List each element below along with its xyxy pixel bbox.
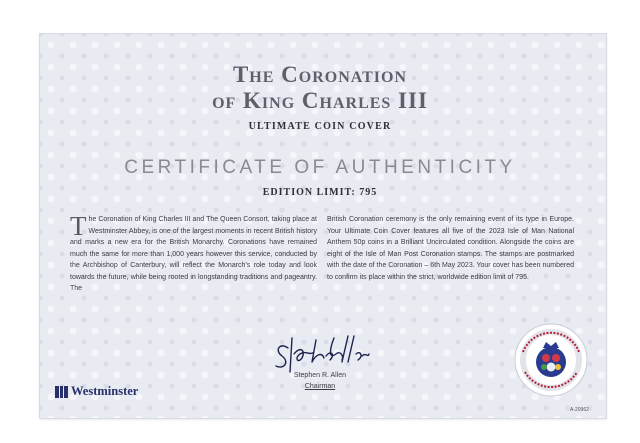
signer-role: Chairman [304,383,336,390]
body-column-left [70,211,317,295]
brand-name: Westminster [71,384,139,398]
body-text-left: he Coronation of King Charles III and The Queen Consort, taking place at Westminster Abbey, is one of the largest moments in recent British history and marks a new era for the British Monarchy. Coronations have remained much the same for more than 1,000 years however this service, conducted by the Archbishop of Canterbury, will reflect the Monarch's role today and look towards the future, while being rooted in longstanding traditions and pageantry. The [70,216,317,292]
subtitle: ULTIMATE COIN COVER [248,121,392,132]
serial-number: A-20962 [570,407,589,413]
signer-name: Stephen R. Allen [293,372,347,379]
westminster-logo-icon [55,386,68,398]
edition-limit: EDITION LIMIT: 795 [262,187,378,198]
handwritten-signature [270,332,370,374]
westminster-brand [55,384,138,399]
body-column-right [327,214,574,283]
coronation-emblem-icon [513,322,589,398]
title-line-1: The Coronation [232,62,408,87]
drop-cap: T [70,211,87,241]
body-text-right: British Coronation ceremony is the only remaining event of its type in Europe. Your Ultimate Coin Cover features all five of the 2023 Isle of Man National Anthem 50p coins in a Brilliant Uncirculated condition. Alongside the coins are eight of the Isle of Man Post Coronation stamps. The stamps are postmarked with the date of the Coronation – 6th May 2023. Your cover has been numbered to confirm its place within the strict, worldwide edition limit of 795. [327,216,574,281]
title-line-2: of King Charles III [212,88,428,113]
certificate-heading: CERTIFICATE OF AUTHENTICITY [124,157,516,178]
